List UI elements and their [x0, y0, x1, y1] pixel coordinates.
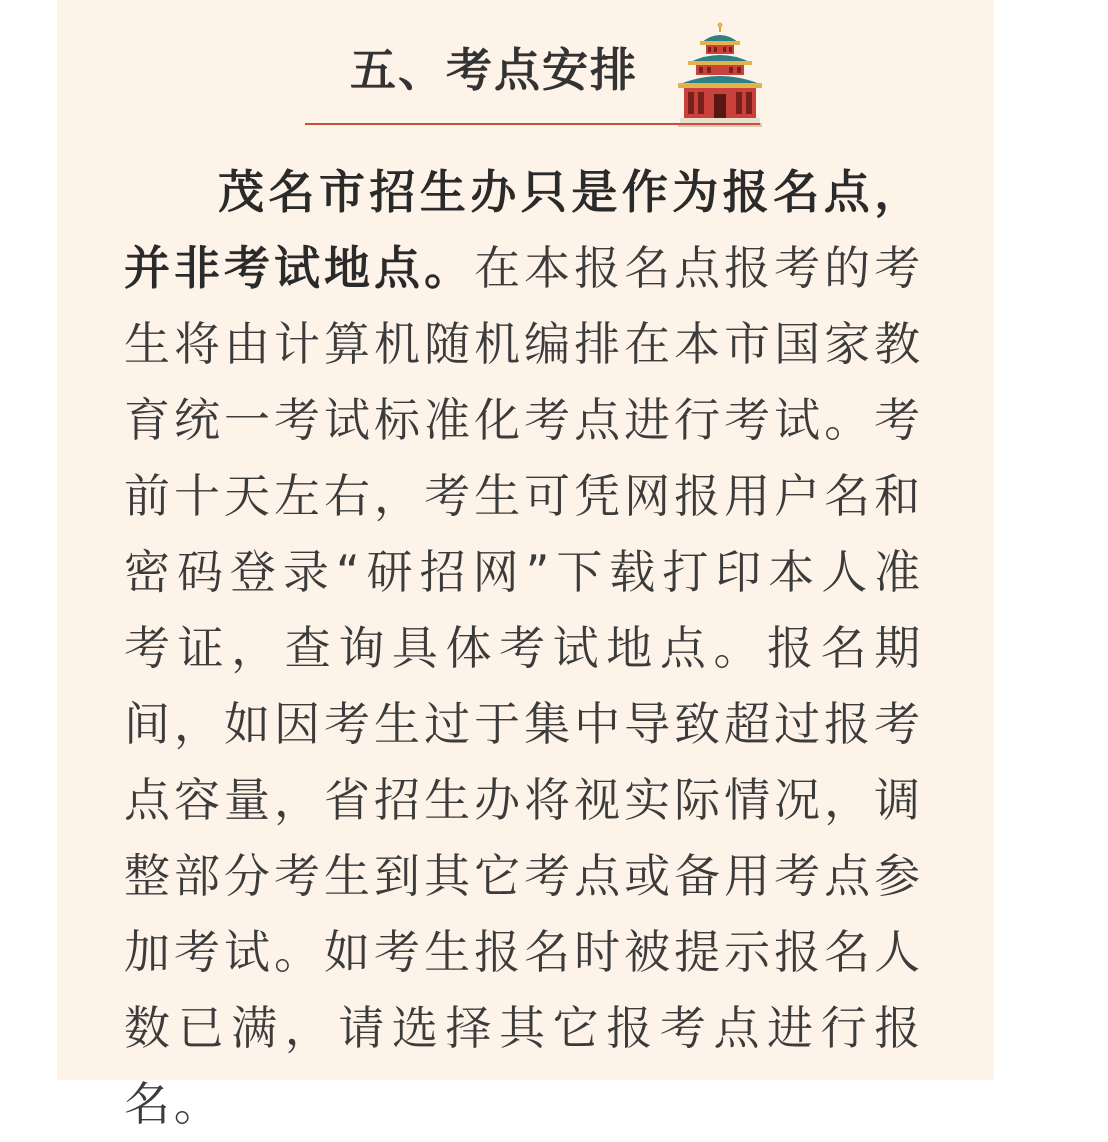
bold-lead-sentence: 茂名市招生办只是作为报名点，并非考试地点。	[124, 165, 924, 295]
body-paragraph	[124, 154, 924, 1142]
section-heading: 五、考点安排	[350, 43, 638, 97]
heading-underline	[305, 123, 760, 125]
temple-of-heaven-icon	[678, 22, 762, 128]
body-sentences: 在本报名点报考的考生将由计算机随机编排在本市国家教育统一考试标准化考点进行考试。考前十天左右，考生可凭网报用户名和密码登录“研招网”下载打印本人准考证，查询具体考试地点。报名期间，如因考生过于集中导致超过报考点容量，省招生办将视实际情况，调整部分考生到其它考点或备用考点参加考试。如考生报名时被提示报名人数已满，请选择其它报考点进行报名。	[124, 241, 924, 1131]
